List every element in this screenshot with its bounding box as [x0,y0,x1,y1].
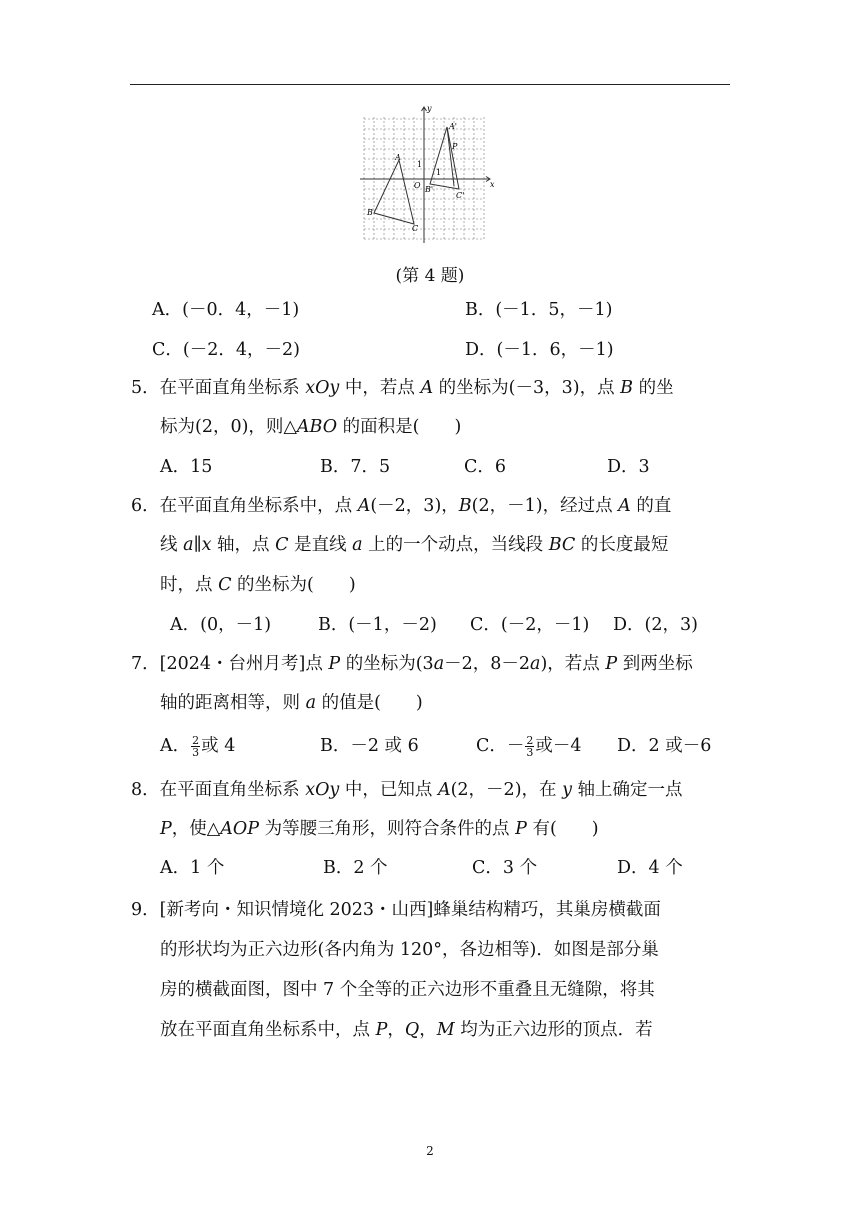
unit-y-label: 1 [417,160,423,169]
page-number: 2 [426,1144,434,1158]
x-axis-label: x [490,180,495,189]
point-A-prime-label: A' [449,122,457,131]
q8-line-2: P，使△AOP 为等腰三角形，则符合条件的点 P 有( ) [160,819,599,839]
q6-option-b: B．(－1，－2) [318,615,437,635]
q7-line-2: 轴的距离相等，则 a 的值是( ) [160,693,423,713]
q6-line-1: 6．在平面直角坐标系中，点 A(－2，3)，B(2，－1)，经过点 A 的直 [131,496,672,516]
q6-line-2: 线 a∥x 轴，点 C 是直线 a 上的一个动点，当线段 BC 的长度最短 [160,535,669,555]
q7-option-b: B．－2 或 6 [320,736,419,756]
q5-line-1: 5．在平面直角坐标系 xOy 中，若点 A 的坐标为(－3，3)，点 B 的坐 [131,378,674,398]
header-rule [130,84,730,85]
fraction-two-thirds: $\frac{2}{3}$ [526,734,534,759]
q5-option-c: C．6 [464,457,507,477]
q5-line-2: 标为(2，0)，则△ABO 的面积是( ) [160,417,462,437]
q8-option-d: D．4 个 [617,858,683,878]
q9-line-4: 放在平面直角坐标系中，点 P，Q，M 均为正六边形的顶点．若 [160,1020,653,1040]
q6-option-d: D．(2，3) [613,615,698,635]
q4-option-d: D．(－1．6，－1) [465,340,614,360]
q9-line-2: 的形状均为正六边形(各内角为 120°，各边相等)．如图是部分巢 [160,940,659,960]
origin-label: O [414,181,421,190]
point-B-prime-label: B' [425,185,434,194]
q4-option-b: B．(－1．5，－1) [465,300,613,320]
q7-option-c: C．－ $\frac{2}{3}$ 或－4 [476,734,582,759]
point-C-label: C [412,224,419,233]
q4-option-a: A．(－0．4，－1) [152,300,300,320]
figure-caption: (第 4 题) [395,266,465,286]
q6-option-c: C．(－2，－1) [470,615,590,635]
q5-option-b: B．7．5 [320,457,391,477]
q9-line-1: 9．[新考向・知识情境化 2023・山西]蜂巢结构精巧，其巢房横截面 [131,900,661,920]
unit-x-label: 1 [436,168,442,177]
q8-line-1: 8．在平面直角坐标系 xOy 中，已知点 A(2，－2)，在 y 轴上确定一点 [131,780,683,800]
q5-option-d: D．3 [607,457,650,477]
q7-option-a: A． $\frac{2}{3}$ 或 4 [160,734,236,759]
q7-option-d: D．2 或－6 [617,736,712,756]
q6-option-a: A．(0，－1) [170,615,272,635]
q8-option-b: B．2 个 [323,858,388,878]
point-A-label: A [395,153,401,162]
q5-option-a: A．15 [160,457,213,477]
point-C-prime-label: C' [456,191,465,200]
point-P-label: P [452,142,458,151]
y-axis-label: y [427,104,432,113]
q8-option-c: C．3 个 [472,858,538,878]
point-B-label: B [367,208,373,217]
q4-option-c: C．(－2．4，－2) [152,340,300,360]
q9-line-3: 房的横截面图，图中 7 个全等的正六边形不重叠且无缝隙，将其 [160,980,655,1000]
fraction-two-thirds: $\frac{2}{3}$ [192,734,200,759]
q6-line-3: 时，点 C 的坐标为( ) [160,575,356,595]
q7-line-1: 7．[2024・台州月考]点 P 的坐标为(3a－2，8－2a)，若点 P 到两坐标 [131,654,693,674]
q8-option-a: A．1 个 [160,858,225,878]
coordinate-figure [358,103,498,248]
